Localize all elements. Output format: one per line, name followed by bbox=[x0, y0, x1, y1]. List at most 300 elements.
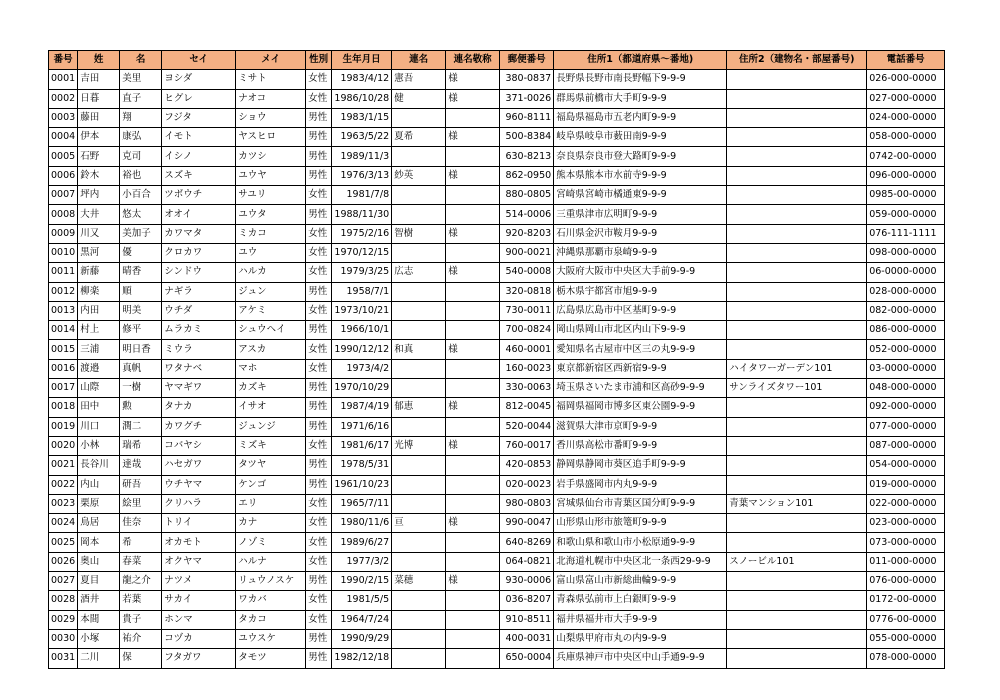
cell-postal-code[interactable]: 930-0006 bbox=[500, 572, 554, 591]
cell-birthdate[interactable]: 1987/4/19 bbox=[332, 398, 392, 417]
cell-given-name[interactable]: 達哉 bbox=[120, 456, 162, 475]
cell-given-name[interactable]: 若葉 bbox=[120, 591, 162, 610]
cell-address2[interactable] bbox=[727, 224, 867, 243]
cell-surname-kana[interactable]: イモト bbox=[162, 128, 236, 147]
cell-surname[interactable]: 村上 bbox=[78, 321, 120, 340]
cell-joint-honorific[interactable] bbox=[446, 629, 500, 648]
cell-joint-honorific[interactable] bbox=[446, 610, 500, 629]
cell-address1[interactable]: 岡山県岡山市北区内山下9-9-9 bbox=[554, 321, 727, 340]
cell-address2[interactable] bbox=[727, 629, 867, 648]
header-cell-gender[interactable]: 性別 bbox=[306, 51, 332, 70]
cell-surname[interactable]: 伊本 bbox=[78, 128, 120, 147]
cell-given-name[interactable]: 翔 bbox=[120, 108, 162, 127]
cell-address1[interactable]: 長野県長野市南長野幅下9-9-9 bbox=[554, 70, 727, 89]
cell-address2[interactable] bbox=[727, 340, 867, 359]
cell-gender[interactable]: 男性 bbox=[306, 629, 332, 648]
cell-joint-name[interactable] bbox=[392, 456, 446, 475]
cell-birthdate[interactable]: 1973/4/2 bbox=[332, 359, 392, 378]
cell-phone[interactable]: 052-000-0000 bbox=[867, 340, 945, 359]
cell-phone[interactable]: 078-000-0000 bbox=[867, 649, 945, 668]
cell-address1[interactable]: 奈良県奈良市登大路町9-9-9 bbox=[554, 147, 727, 166]
cell-postal-code[interactable]: 880-0805 bbox=[500, 186, 554, 205]
cell-given-name[interactable]: 克司 bbox=[120, 147, 162, 166]
cell-surname[interactable]: 酒井 bbox=[78, 591, 120, 610]
cell-surname-kana[interactable]: ヨシダ bbox=[162, 70, 236, 89]
cell-address2[interactable]: 青葉マンション101 bbox=[727, 494, 867, 513]
cell-given-kana[interactable]: カツシ bbox=[236, 147, 306, 166]
cell-joint-honorific[interactable]: 様 bbox=[446, 89, 500, 108]
cell-surname[interactable]: 川又 bbox=[78, 224, 120, 243]
cell-number[interactable]: 0003 bbox=[49, 108, 78, 127]
cell-joint-honorific[interactable]: 様 bbox=[446, 340, 500, 359]
cell-phone[interactable]: 092-000-0000 bbox=[867, 398, 945, 417]
cell-gender[interactable]: 男性 bbox=[306, 166, 332, 185]
cell-given-kana[interactable]: ハルナ bbox=[236, 552, 306, 571]
cell-given-name[interactable]: 貴子 bbox=[120, 610, 162, 629]
cell-address1[interactable]: 熊本県熊本市水前寺9-9-9 bbox=[554, 166, 727, 185]
cell-joint-honorific[interactable] bbox=[446, 301, 500, 320]
cell-phone[interactable]: 027-000-0000 bbox=[867, 89, 945, 108]
cell-address1[interactable]: 三重県津市広明町9-9-9 bbox=[554, 205, 727, 224]
cell-joint-honorific[interactable] bbox=[446, 205, 500, 224]
cell-surname-kana[interactable]: ツボウチ bbox=[162, 186, 236, 205]
cell-surname-kana[interactable]: ムラカミ bbox=[162, 321, 236, 340]
cell-postal-code[interactable]: 812-0045 bbox=[500, 398, 554, 417]
cell-address1[interactable]: 広島県広島市中区基町9-9-9 bbox=[554, 301, 727, 320]
cell-given-name[interactable]: 研吾 bbox=[120, 475, 162, 494]
cell-surname[interactable]: 小塚 bbox=[78, 629, 120, 648]
cell-joint-honorific[interactable] bbox=[446, 475, 500, 494]
cell-surname-kana[interactable]: タナカ bbox=[162, 398, 236, 417]
cell-address1[interactable]: 福井県福井市大手9-9-9 bbox=[554, 610, 727, 629]
cell-address1[interactable]: 北海道札幌市中央区北一条西29-9-9 bbox=[554, 552, 727, 571]
cell-given-kana[interactable]: イサオ bbox=[236, 398, 306, 417]
cell-postal-code[interactable]: 910-8511 bbox=[500, 610, 554, 629]
cell-given-kana[interactable]: ユウスケ bbox=[236, 629, 306, 648]
cell-joint-name[interactable] bbox=[392, 552, 446, 571]
cell-gender[interactable]: 男性 bbox=[306, 321, 332, 340]
cell-phone[interactable]: 06-0000-0000 bbox=[867, 263, 945, 282]
cell-address1[interactable]: 岐阜県岐阜市薮田南9-9-9 bbox=[554, 128, 727, 147]
cell-given-kana[interactable]: ショウ bbox=[236, 108, 306, 127]
cell-gender[interactable]: 男性 bbox=[306, 417, 332, 436]
cell-birthdate[interactable]: 1990/9/29 bbox=[332, 629, 392, 648]
cell-gender[interactable]: 女性 bbox=[306, 89, 332, 108]
cell-joint-name[interactable] bbox=[392, 282, 446, 301]
cell-address1[interactable]: 福島県福島市五老内町9-9-9 bbox=[554, 108, 727, 127]
cell-gender[interactable]: 女性 bbox=[306, 340, 332, 359]
cell-joint-name[interactable] bbox=[392, 108, 446, 127]
cell-postal-code[interactable]: 160-0023 bbox=[500, 359, 554, 378]
cell-gender[interactable]: 女性 bbox=[306, 301, 332, 320]
cell-number[interactable]: 0017 bbox=[49, 379, 78, 398]
cell-given-kana[interactable]: ナオコ bbox=[236, 89, 306, 108]
cell-joint-name[interactable]: 広志 bbox=[392, 263, 446, 282]
cell-given-name[interactable]: 美加子 bbox=[120, 224, 162, 243]
cell-gender[interactable]: 女性 bbox=[306, 359, 332, 378]
cell-postal-code[interactable]: 980-0803 bbox=[500, 494, 554, 513]
cell-address1[interactable]: 滋賀県大津市京町9-9-9 bbox=[554, 417, 727, 436]
cell-phone[interactable]: 054-000-0000 bbox=[867, 456, 945, 475]
cell-address1[interactable]: 大阪府大阪市中央区大手前9-9-9 bbox=[554, 263, 727, 282]
cell-address2[interactable] bbox=[727, 417, 867, 436]
cell-surname-kana[interactable]: オカモト bbox=[162, 533, 236, 552]
cell-phone[interactable]: 019-000-0000 bbox=[867, 475, 945, 494]
cell-gender[interactable]: 男性 bbox=[306, 379, 332, 398]
cell-postal-code[interactable]: 540-0008 bbox=[500, 263, 554, 282]
cell-postal-code[interactable]: 400-0031 bbox=[500, 629, 554, 648]
cell-gender[interactable]: 女性 bbox=[306, 552, 332, 571]
cell-birthdate[interactable]: 1971/6/16 bbox=[332, 417, 392, 436]
cell-gender[interactable]: 男性 bbox=[306, 128, 332, 147]
cell-number[interactable]: 0028 bbox=[49, 591, 78, 610]
cell-joint-name[interactable] bbox=[392, 494, 446, 513]
cell-phone[interactable]: 011-000-0000 bbox=[867, 552, 945, 571]
header-cell-postal-code[interactable]: 郵便番号 bbox=[500, 51, 554, 70]
cell-birthdate[interactable]: 1979/3/25 bbox=[332, 263, 392, 282]
cell-surname-kana[interactable]: フタガワ bbox=[162, 649, 236, 668]
cell-number[interactable]: 0001 bbox=[49, 70, 78, 89]
header-cell-joint-honorific[interactable]: 連名敬称 bbox=[446, 51, 500, 70]
cell-number[interactable]: 0031 bbox=[49, 649, 78, 668]
cell-number[interactable]: 0005 bbox=[49, 147, 78, 166]
cell-address2[interactable] bbox=[727, 263, 867, 282]
cell-joint-honorific[interactable] bbox=[446, 533, 500, 552]
cell-given-name[interactable]: 祐介 bbox=[120, 629, 162, 648]
cell-given-name[interactable]: 希 bbox=[120, 533, 162, 552]
cell-joint-name[interactable]: 和真 bbox=[392, 340, 446, 359]
cell-given-name[interactable]: 明日香 bbox=[120, 340, 162, 359]
cell-joint-name[interactable]: 紗英 bbox=[392, 166, 446, 185]
cell-phone[interactable]: 055-000-0000 bbox=[867, 629, 945, 648]
cell-address2[interactable] bbox=[727, 514, 867, 533]
cell-gender[interactable]: 女性 bbox=[306, 591, 332, 610]
cell-given-kana[interactable]: ジュンジ bbox=[236, 417, 306, 436]
cell-gender[interactable]: 男性 bbox=[306, 205, 332, 224]
cell-joint-name[interactable] bbox=[392, 321, 446, 340]
cell-postal-code[interactable]: 514-0006 bbox=[500, 205, 554, 224]
cell-surname[interactable]: 長谷川 bbox=[78, 456, 120, 475]
cell-address1[interactable]: 青森県弘前市上白銀町9-9-9 bbox=[554, 591, 727, 610]
cell-joint-honorific[interactable] bbox=[446, 494, 500, 513]
cell-gender[interactable]: 女性 bbox=[306, 494, 332, 513]
cell-postal-code[interactable]: 920-8203 bbox=[500, 224, 554, 243]
cell-address2[interactable]: スノービル101 bbox=[727, 552, 867, 571]
cell-given-name[interactable]: 修平 bbox=[120, 321, 162, 340]
cell-gender[interactable]: 男性 bbox=[306, 398, 332, 417]
cell-address2[interactable] bbox=[727, 436, 867, 455]
cell-surname-kana[interactable]: ホンマ bbox=[162, 610, 236, 629]
cell-phone[interactable]: 0172-00-0000 bbox=[867, 591, 945, 610]
cell-birthdate[interactable]: 1976/3/13 bbox=[332, 166, 392, 185]
cell-joint-honorific[interactable] bbox=[446, 649, 500, 668]
cell-surname-kana[interactable]: ハセガワ bbox=[162, 456, 236, 475]
cell-joint-honorific[interactable]: 様 bbox=[446, 398, 500, 417]
cell-address2[interactable] bbox=[727, 186, 867, 205]
cell-gender[interactable]: 男性 bbox=[306, 282, 332, 301]
cell-joint-name[interactable] bbox=[392, 205, 446, 224]
cell-gender[interactable]: 男性 bbox=[306, 456, 332, 475]
cell-given-name[interactable]: 春菜 bbox=[120, 552, 162, 571]
cell-number[interactable]: 0010 bbox=[49, 243, 78, 262]
cell-number[interactable]: 0026 bbox=[49, 552, 78, 571]
cell-phone[interactable]: 076-111-1111 bbox=[867, 224, 945, 243]
cell-gender[interactable]: 女性 bbox=[306, 436, 332, 455]
cell-birthdate[interactable]: 1964/7/24 bbox=[332, 610, 392, 629]
cell-phone[interactable]: 023-000-0000 bbox=[867, 514, 945, 533]
cell-phone[interactable]: 024-000-0000 bbox=[867, 108, 945, 127]
cell-postal-code[interactable]: 320-0818 bbox=[500, 282, 554, 301]
cell-given-kana[interactable]: ジュン bbox=[236, 282, 306, 301]
cell-joint-name[interactable]: 健 bbox=[392, 89, 446, 108]
cell-given-name[interactable]: 悠太 bbox=[120, 205, 162, 224]
cell-given-kana[interactable]: ユウタ bbox=[236, 205, 306, 224]
cell-surname[interactable]: 内田 bbox=[78, 301, 120, 320]
cell-birthdate[interactable]: 1973/10/21 bbox=[332, 301, 392, 320]
cell-address2[interactable] bbox=[727, 243, 867, 262]
cell-address2[interactable] bbox=[727, 649, 867, 668]
cell-postal-code[interactable]: 500-8384 bbox=[500, 128, 554, 147]
cell-surname-kana[interactable]: サカイ bbox=[162, 591, 236, 610]
cell-given-name[interactable]: 保 bbox=[120, 649, 162, 668]
cell-surname[interactable]: 二川 bbox=[78, 649, 120, 668]
cell-address1[interactable]: 東京都新宿区西新宿9-9-9 bbox=[554, 359, 727, 378]
cell-birthdate[interactable]: 1970/12/15 bbox=[332, 243, 392, 262]
cell-given-name[interactable]: 裕也 bbox=[120, 166, 162, 185]
cell-joint-honorific[interactable] bbox=[446, 108, 500, 127]
cell-joint-honorific[interactable] bbox=[446, 243, 500, 262]
cell-address2[interactable] bbox=[727, 301, 867, 320]
cell-given-name[interactable]: 直子 bbox=[120, 89, 162, 108]
cell-phone[interactable]: 048-000-0000 bbox=[867, 379, 945, 398]
cell-joint-honorific[interactable]: 様 bbox=[446, 572, 500, 591]
cell-surname[interactable]: 栗原 bbox=[78, 494, 120, 513]
cell-joint-name[interactable] bbox=[392, 147, 446, 166]
cell-joint-honorific[interactable]: 様 bbox=[446, 436, 500, 455]
cell-given-kana[interactable]: ユウヤ bbox=[236, 166, 306, 185]
cell-given-kana[interactable]: タモツ bbox=[236, 649, 306, 668]
cell-given-name[interactable]: 順 bbox=[120, 282, 162, 301]
cell-surname-kana[interactable]: トリイ bbox=[162, 514, 236, 533]
cell-given-kana[interactable]: ハルカ bbox=[236, 263, 306, 282]
cell-birthdate[interactable]: 1983/4/12 bbox=[332, 70, 392, 89]
cell-given-kana[interactable]: マホ bbox=[236, 359, 306, 378]
cell-given-kana[interactable]: ミズキ bbox=[236, 436, 306, 455]
cell-surname-kana[interactable]: カワマタ bbox=[162, 224, 236, 243]
cell-surname-kana[interactable]: ウチヤマ bbox=[162, 475, 236, 494]
cell-number[interactable]: 0012 bbox=[49, 282, 78, 301]
cell-number[interactable]: 0027 bbox=[49, 572, 78, 591]
cell-address2[interactable] bbox=[727, 533, 867, 552]
header-cell-surname-kana[interactable]: セイ bbox=[162, 51, 236, 70]
cell-birthdate[interactable]: 1989/11/3 bbox=[332, 147, 392, 166]
cell-surname[interactable]: 奥山 bbox=[78, 552, 120, 571]
cell-number[interactable]: 0006 bbox=[49, 166, 78, 185]
cell-phone[interactable]: 058-000-0000 bbox=[867, 128, 945, 147]
cell-number[interactable]: 0022 bbox=[49, 475, 78, 494]
cell-joint-honorific[interactable]: 様 bbox=[446, 514, 500, 533]
cell-address2[interactable] bbox=[727, 70, 867, 89]
cell-given-kana[interactable]: ユウ bbox=[236, 243, 306, 262]
cell-number[interactable]: 0023 bbox=[49, 494, 78, 513]
cell-joint-name[interactable] bbox=[392, 475, 446, 494]
cell-surname-kana[interactable]: ヒグレ bbox=[162, 89, 236, 108]
cell-given-kana[interactable]: ワカバ bbox=[236, 591, 306, 610]
cell-address1[interactable]: 愛知県名古屋市中区三の丸9-9-9 bbox=[554, 340, 727, 359]
cell-address1[interactable]: 兵庫県神戸市中央区中山手通9-9-9 bbox=[554, 649, 727, 668]
cell-joint-name[interactable]: 菜穂 bbox=[392, 572, 446, 591]
cell-given-kana[interactable]: アケミ bbox=[236, 301, 306, 320]
cell-postal-code[interactable]: 700-0824 bbox=[500, 321, 554, 340]
cell-surname-kana[interactable]: ワタナベ bbox=[162, 359, 236, 378]
cell-birthdate[interactable]: 1989/6/27 bbox=[332, 533, 392, 552]
cell-joint-honorific[interactable] bbox=[446, 282, 500, 301]
cell-address2[interactable] bbox=[727, 321, 867, 340]
cell-postal-code[interactable]: 036-8207 bbox=[500, 591, 554, 610]
cell-gender[interactable]: 女性 bbox=[306, 186, 332, 205]
cell-number[interactable]: 0024 bbox=[49, 514, 78, 533]
cell-address2[interactable] bbox=[727, 166, 867, 185]
cell-given-name[interactable]: 佳奈 bbox=[120, 514, 162, 533]
cell-number[interactable]: 0016 bbox=[49, 359, 78, 378]
cell-surname[interactable]: 坪内 bbox=[78, 186, 120, 205]
cell-number[interactable]: 0014 bbox=[49, 321, 78, 340]
cell-address1[interactable]: 石川県金沢市鞍月9-9-9 bbox=[554, 224, 727, 243]
cell-address2[interactable] bbox=[727, 89, 867, 108]
cell-surname[interactable]: 柳楽 bbox=[78, 282, 120, 301]
cell-postal-code[interactable]: 020-0023 bbox=[500, 475, 554, 494]
cell-joint-name[interactable]: 憲吾 bbox=[392, 70, 446, 89]
cell-number[interactable]: 0011 bbox=[49, 263, 78, 282]
cell-gender[interactable]: 女性 bbox=[306, 514, 332, 533]
cell-birthdate[interactable]: 1978/5/31 bbox=[332, 456, 392, 475]
cell-joint-honorific[interactable] bbox=[446, 379, 500, 398]
cell-given-kana[interactable]: カナ bbox=[236, 514, 306, 533]
cell-gender[interactable]: 女性 bbox=[306, 243, 332, 262]
cell-given-kana[interactable]: ノゾミ bbox=[236, 533, 306, 552]
cell-phone[interactable]: 022-000-0000 bbox=[867, 494, 945, 513]
cell-joint-honorific[interactable] bbox=[446, 359, 500, 378]
cell-joint-name[interactable] bbox=[392, 379, 446, 398]
cell-address2[interactable] bbox=[727, 205, 867, 224]
cell-joint-honorific[interactable] bbox=[446, 321, 500, 340]
cell-phone[interactable]: 086-000-0000 bbox=[867, 321, 945, 340]
cell-address2[interactable] bbox=[727, 282, 867, 301]
cell-address2[interactable] bbox=[727, 456, 867, 475]
cell-phone[interactable]: 098-000-0000 bbox=[867, 243, 945, 262]
cell-given-kana[interactable]: ヤスヒロ bbox=[236, 128, 306, 147]
cell-gender[interactable]: 女性 bbox=[306, 533, 332, 552]
cell-address1[interactable]: 埼玉県さいたま市浦和区高砂9-9-9 bbox=[554, 379, 727, 398]
cell-birthdate[interactable]: 1977/3/2 bbox=[332, 552, 392, 571]
cell-address1[interactable]: 栃木県宇都宮市旭9-9-9 bbox=[554, 282, 727, 301]
cell-birthdate[interactable]: 1982/12/18 bbox=[332, 649, 392, 668]
header-cell-number[interactable]: 番号 bbox=[49, 51, 78, 70]
cell-birthdate[interactable]: 1988/11/30 bbox=[332, 205, 392, 224]
cell-address2[interactable]: ハイタワーガーデン101 bbox=[727, 359, 867, 378]
cell-birthdate[interactable]: 1990/12/12 bbox=[332, 340, 392, 359]
cell-surname[interactable]: 日暮 bbox=[78, 89, 120, 108]
cell-surname[interactable]: 藤田 bbox=[78, 108, 120, 127]
cell-given-name[interactable]: 絵里 bbox=[120, 494, 162, 513]
cell-number[interactable]: 0030 bbox=[49, 629, 78, 648]
cell-joint-name[interactable] bbox=[392, 417, 446, 436]
cell-surname[interactable]: 田中 bbox=[78, 398, 120, 417]
header-cell-address1[interactable]: 住所1（都道府県～番地) bbox=[554, 51, 727, 70]
cell-birthdate[interactable]: 1981/5/5 bbox=[332, 591, 392, 610]
cell-surname-kana[interactable]: ナギラ bbox=[162, 282, 236, 301]
cell-joint-name[interactable] bbox=[392, 591, 446, 610]
cell-given-name[interactable]: 勲 bbox=[120, 398, 162, 417]
cell-address1[interactable]: 宮崎県宮崎市橘通東9-9-9 bbox=[554, 186, 727, 205]
header-cell-given-kana[interactable]: メイ bbox=[236, 51, 306, 70]
cell-joint-name[interactable]: 亘 bbox=[392, 514, 446, 533]
cell-surname[interactable]: 岡本 bbox=[78, 533, 120, 552]
cell-joint-honorific[interactable]: 様 bbox=[446, 128, 500, 147]
cell-number[interactable]: 0021 bbox=[49, 456, 78, 475]
cell-address1[interactable]: 静岡県静岡市葵区追手町9-9-9 bbox=[554, 456, 727, 475]
header-cell-phone[interactable]: 電話番号 bbox=[867, 51, 945, 70]
cell-address1[interactable]: 山形県山形市旅篭町9-9-9 bbox=[554, 514, 727, 533]
cell-postal-code[interactable]: 371-0026 bbox=[500, 89, 554, 108]
cell-birthdate[interactable]: 1975/2/16 bbox=[332, 224, 392, 243]
cell-phone[interactable]: 03-0000-0000 bbox=[867, 359, 945, 378]
cell-surname[interactable]: 本間 bbox=[78, 610, 120, 629]
cell-surname[interactable]: 大井 bbox=[78, 205, 120, 224]
cell-joint-honorific[interactable]: 様 bbox=[446, 166, 500, 185]
cell-birthdate[interactable]: 1981/7/8 bbox=[332, 186, 392, 205]
cell-joint-honorific[interactable]: 様 bbox=[446, 70, 500, 89]
cell-postal-code[interactable]: 630-8213 bbox=[500, 147, 554, 166]
cell-joint-name[interactable] bbox=[392, 243, 446, 262]
cell-birthdate[interactable]: 1961/10/23 bbox=[332, 475, 392, 494]
cell-given-kana[interactable]: タカコ bbox=[236, 610, 306, 629]
cell-surname[interactable]: 石野 bbox=[78, 147, 120, 166]
cell-phone[interactable]: 026-000-0000 bbox=[867, 70, 945, 89]
cell-postal-code[interactable]: 380-0837 bbox=[500, 70, 554, 89]
cell-given-kana[interactable]: タツヤ bbox=[236, 456, 306, 475]
cell-given-kana[interactable]: サユリ bbox=[236, 186, 306, 205]
cell-given-name[interactable]: 真帆 bbox=[120, 359, 162, 378]
cell-address2[interactable] bbox=[727, 108, 867, 127]
cell-postal-code[interactable]: 862-0950 bbox=[500, 166, 554, 185]
cell-birthdate[interactable]: 1981/6/17 bbox=[332, 436, 392, 455]
cell-phone[interactable]: 028-000-0000 bbox=[867, 282, 945, 301]
cell-surname-kana[interactable]: クロカワ bbox=[162, 243, 236, 262]
cell-joint-name[interactable] bbox=[392, 301, 446, 320]
cell-given-kana[interactable]: ケンゴ bbox=[236, 475, 306, 494]
cell-surname-kana[interactable]: カワグチ bbox=[162, 417, 236, 436]
cell-given-name[interactable]: 康弘 bbox=[120, 128, 162, 147]
cell-surname[interactable]: 内山 bbox=[78, 475, 120, 494]
cell-postal-code[interactable]: 330-0063 bbox=[500, 379, 554, 398]
cell-birthdate[interactable]: 1965/7/11 bbox=[332, 494, 392, 513]
cell-given-kana[interactable]: シュウヘイ bbox=[236, 321, 306, 340]
cell-joint-honorific[interactable] bbox=[446, 456, 500, 475]
cell-phone[interactable]: 076-000-0000 bbox=[867, 572, 945, 591]
cell-given-kana[interactable]: アスカ bbox=[236, 340, 306, 359]
cell-given-name[interactable]: 美里 bbox=[120, 70, 162, 89]
cell-surname[interactable]: 渡邉 bbox=[78, 359, 120, 378]
cell-surname-kana[interactable]: オオイ bbox=[162, 205, 236, 224]
cell-surname-kana[interactable]: フジタ bbox=[162, 108, 236, 127]
cell-address1[interactable]: 福岡県福岡市博多区東公園9-9-9 bbox=[554, 398, 727, 417]
cell-surname-kana[interactable]: ミウラ bbox=[162, 340, 236, 359]
header-cell-given-name[interactable]: 名 bbox=[120, 51, 162, 70]
cell-surname-kana[interactable]: ウチダ bbox=[162, 301, 236, 320]
cell-surname-kana[interactable]: オクヤマ bbox=[162, 552, 236, 571]
cell-birthdate[interactable]: 1986/10/28 bbox=[332, 89, 392, 108]
